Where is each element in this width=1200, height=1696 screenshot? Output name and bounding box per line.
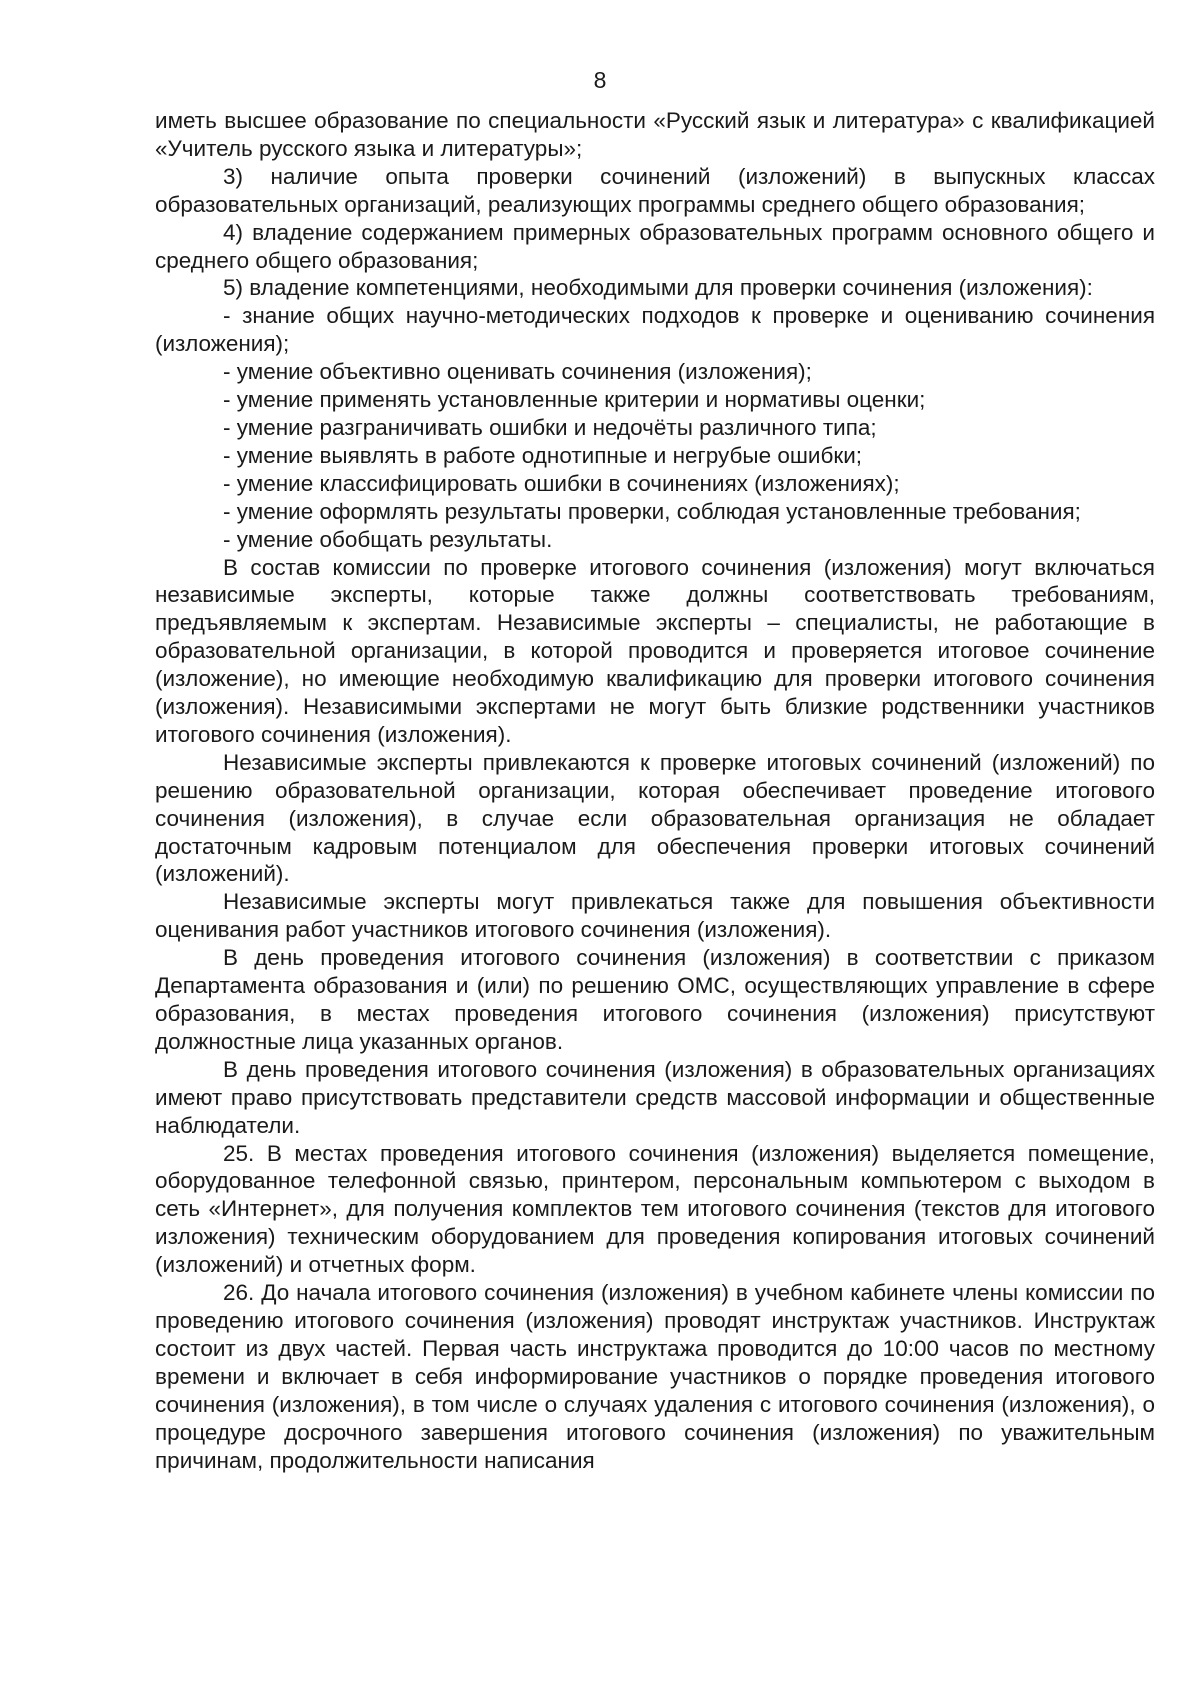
paragraph-clause-26: 26. До начала итогового сочинения (изложения) в учебном кабинете члены комиссии по проведению итогового сочинения (изложения) проводят инструктаж участников. Инструктаж состоит из двух частей. Первая часть инструктажа проводится до 10:00 часов по местному времени и включает в себя информирование участников о порядке проведения итогового сочинения (изложения), в том числе о случаях удаления с итогового сочинения (изложения), о процедуре досрочного завершения итогового сочинения (изложения) по уважительным причинам, продолжительности написания bbox=[155, 1280, 1155, 1473]
list-item: - умение классифицировать ошибки в сочинениях (изложениях); bbox=[223, 470, 900, 496]
list-item: - умение выявлять в работе однотипные и негрубые ошибки; bbox=[223, 442, 863, 468]
paragraph-item-3: 3) наличие опыта проверки сочинений (изложений) в выпускных классах образовательных организаций, реализующих программы среднего общего образования; bbox=[155, 163, 1155, 217]
paragraph-clause-25: 25. В местах проведения итогового сочинения (изложения) выделяется помещение, оборудованное телефонной связью, принтером, персональным компьютером с выходом в сеть «Интернет», для получения комплектов тем итогового сочинения (текстов для итогового изложения) техническим оборудованием для проведения копирования итоговых сочинений (изложений) и отчетных форм. bbox=[155, 1140, 1155, 1278]
list-item: - умение оформлять результаты проверки, соблюдая установленные требования; bbox=[223, 498, 1081, 524]
paragraph-media-observers: В день проведения итогового сочинения (изложения) в образовательных организациях имеют право присутствовать представители средств массовой информации и общественные наблюдатели. bbox=[155, 1056, 1155, 1138]
paragraph-objectivity: Независимые эксперты могут привлекаться также для повышения объективности оценивания работ участников итогового сочинения (изложения). bbox=[155, 889, 1155, 943]
list-item: - умение объективно оценивать сочинения (изложения); bbox=[223, 359, 812, 385]
list-item: - умение применять установленные критерии и нормативы оценки; bbox=[223, 387, 926, 413]
paragraph-independent-experts: В состав комиссии по проверке итогового сочинения (изложения) могут включаться независимые эксперты, которые также должны соответствовать требованиям, предъявляемым к экспертам. Независимые эксперты – специалисты, не работающие в образовательной организации, в которой проводится и проверяется итоговое сочинение (изложение), но имеющие необходимую квалификацию для проверки итогового сочинения (изложения). Независимыми экспертами не могут быть близкие родственники участников итогового сочинения (изложения). bbox=[155, 554, 1155, 747]
paragraph-item-4: 4) владение содержанием примерных образовательных программ основного общего и среднего общего образования; bbox=[155, 219, 1155, 273]
document-body bbox=[155, 107, 1155, 1474]
paragraph-experts-involvement: Независимые эксперты привлекаются к проверке итоговых сочинений (изложений) по решению образовательной организации, которая обеспечивает проведение итогового сочинения (изложения), в случае если образовательная организация не обладает достаточным кадровым потенциалом для обеспечения проверки итоговых сочинений (изложений). bbox=[155, 749, 1155, 887]
paragraph-officials-presence: В день проведения итогового сочинения (изложения) в соответствии с приказом Департамента образования и (или) по решению ОМС, осуществляющих управление в сфере образования, в местах проведения итогового сочинения (изложения) присутствуют должностные лица указанных органов. bbox=[155, 945, 1155, 1054]
paragraph-item-5: 5) владение компетенциями, необходимыми для проверки сочинения (изложения): bbox=[223, 275, 1093, 301]
paragraph-continuation: иметь высшее образование по специальности «Русский язык и литература» с квалификацией «Учитель русского языка и литературы»; bbox=[155, 108, 1155, 161]
list-item: - знание общих научно-методических подходов к проверке и оцениванию сочинения (изложения); bbox=[155, 303, 1155, 357]
page-number: 8 bbox=[593, 67, 607, 93]
list-item: - умение обобщать результаты. bbox=[223, 526, 553, 552]
list-item: - умение разграничивать ошибки и недочёты различного типа; bbox=[223, 414, 877, 440]
